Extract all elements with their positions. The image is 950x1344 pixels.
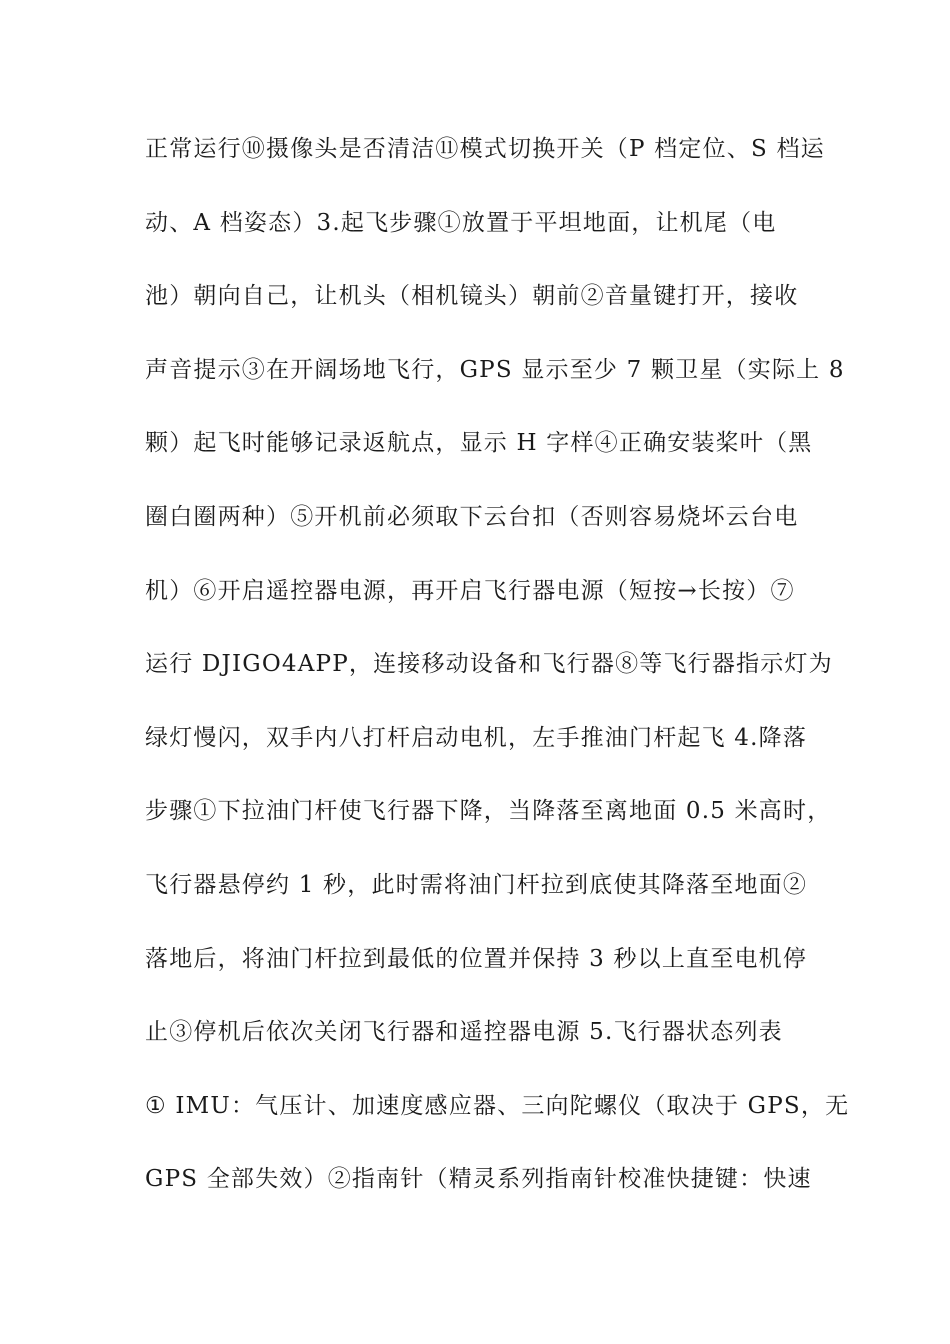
- text-line-5: 颗）起飞时能够记录返航点，显示 H 字样④正确安装桨叶（黑: [145, 430, 813, 457]
- text-line-9: 绿灯慢闪，双手内八打杆启动电机，左手推油门杆起飞 4.降落: [145, 724, 808, 751]
- text-line-12: 落地后，将油门杆拉到最低的位置并保持 3 秒以上直至电机停: [145, 945, 808, 972]
- text-line-11: 飞行器悬停约 1 秒，此时需将油门杆拉到底使其降落至地面②: [145, 871, 808, 898]
- text-line-10: 步骤①下拉油门杆使飞行器下降，当降落至离地面 0.5 米高时，: [145, 798, 832, 825]
- text-line-13: 止③停机后依次关闭飞行器和遥控器电源 5.飞行器状态列表: [145, 1019, 783, 1046]
- text-line-15: GPS 全部失效）②指南针（精灵系列指南针校准快捷键：快速: [145, 1166, 812, 1193]
- text-line-3: 池）朝向自己，让机头（相机镜头）朝前②音量键打开，接收: [145, 283, 799, 310]
- text-line-2: 动、A 档姿态）3.起飞步骤①放置于平坦地面，让机尾（电: [145, 209, 777, 236]
- text-line-7: 机）⑥开启遥控器电源，再开启飞行器电源（短按→长按）⑦: [145, 577, 795, 604]
- text-line-4: 声音提示③在开阔场地飞行，GPS 显示至少 7 颗卫星（实际上 8: [145, 356, 845, 383]
- text-line-8: 运行 DJIGO4APP，连接移动设备和飞行器⑧等飞行器指示灯为: [145, 651, 833, 678]
- text-line-1: 正常运行⑩摄像头是否清洁⑪模式切换开关（P 档定位、S 档运: [145, 136, 825, 162]
- text-line-14: ① IMU：气压计、加速度感应器、三向陀螺仪（取决于 GPS，无: [145, 1092, 850, 1119]
- body-text: [145, 127, 850, 1231]
- text-line-6: 圈白圈两种）⑤开机前必须取下云台扣（否则容易烧坏云台电: [145, 503, 799, 530]
